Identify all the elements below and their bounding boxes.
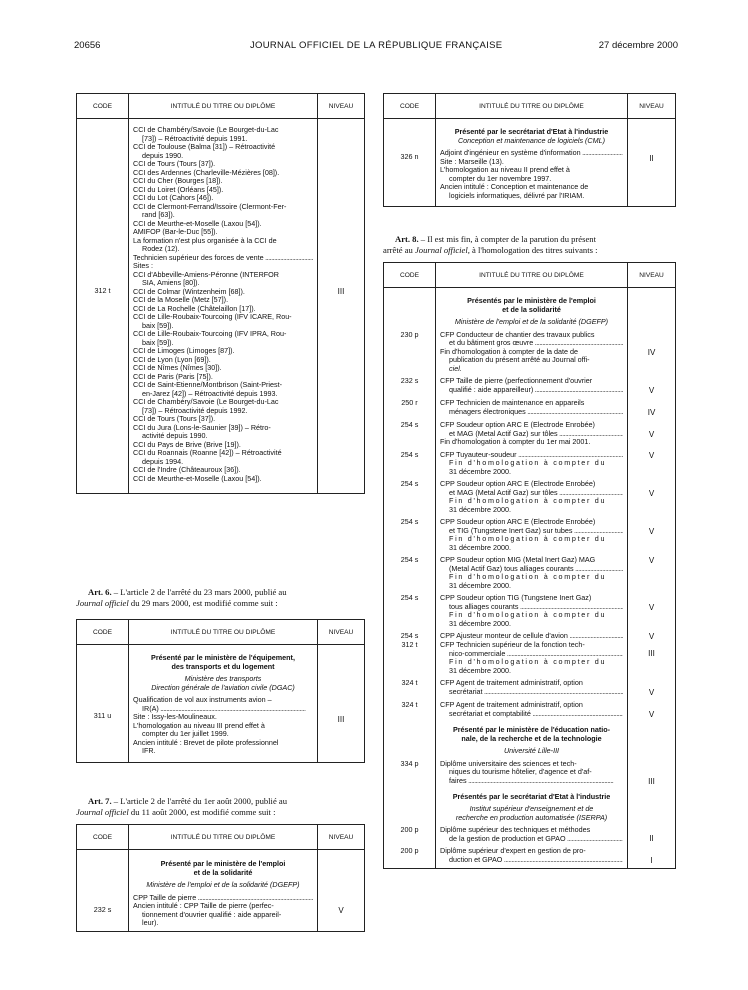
table-row: 254 s CPP Soudeur option ARC E (Electrode Enrobée) et MAG (Metal Actif Gaz) sur tôles ..... Fin d'homologation à compter du 31 décembre 2000. V — [384, 476, 676, 514]
header-niveau: NIVEAU — [318, 94, 365, 119]
table-row: 200 p Diplôme supérieur d'expert en gestion de pro- duction et GPAO ..... I — [384, 843, 676, 869]
header-intitule: INTITULÉ DU TITRE OU DIPLÔME — [129, 825, 318, 850]
row-code: 311 u — [77, 645, 129, 763]
header-code: CODE — [77, 94, 129, 119]
table-3 — [76, 824, 365, 932]
table-row: 254 s CPP Ajusteur monteur de cellule d'avion ..... V — [384, 628, 676, 641]
table-row: 254 s CPP Soudeur option ARC E (Electrode Enrobée) et TIG (Tungstene Inert Gaz) sur tubes ..... Fin d'homologation à compter du 31 décembre 2000. V — [384, 514, 676, 552]
row-intitule: Présenté par le secrétariat d'Etat à l'industrie Conception et maintenance de logiciels (CML) Adjoint d'ingénieur en système d'information ..... Site : Marseille (13). L'homologation au niveau II prend effet à compter du 1er novembre 1997. Ancien intitulé : Conception et maintenance de logiciels informatiques, délivré par l'IRIAM. — [436, 119, 628, 207]
article-8: Art. 8. – Il est mis fin, à compter de la parution du présent arrêté au Journal officiel, à l'homologation des titres suivants : — [383, 234, 598, 255]
publication-date: 27 décembre 2000 — [598, 40, 678, 51]
page-number: 20656 — [74, 40, 101, 51]
header-niveau: NIVEAU — [628, 94, 676, 119]
table-5 — [383, 262, 676, 869]
section-emploi-header: Présentés par le ministère de l'emploi et de la solidarité Ministère de l'emploi et de la solidarité (DGEFP) — [436, 288, 628, 331]
header-intitule: INTITULÉ DU TITRE OU DIPLÔME — [436, 94, 628, 119]
table-1 — [76, 93, 365, 494]
table-row: 254 s CFP Soudeur option ARC E (Electrode Enrobée) et MAG (Metal Actif Gaz) sur tôles ..... Fin d'homologation à compter du 1er mai 2001. V — [384, 417, 676, 447]
row-intitule: Présenté par le ministère de l'emploi et de la solidarité Ministère de l'emploi et de la solidarité (DGEFP) CPP Taille de pierre ..... Ancien intitulé : CPP Taille de pierre (perfec- tionnement d'ouvrier qualifié : aide appareil- leur). — [129, 850, 318, 932]
table-row: 232 s CFP Taille de pierre (perfectionnement d'ouvrier qualifié : aide appareilleur) ..... V — [384, 373, 676, 395]
article-6: Art. 6. – L'article 2 de l'arrêté du 23 mars 2000, publié au Journal officiel du 29 mars 2000, est modifié comme suit : — [76, 587, 287, 608]
table-row: 254 s CPP Soudeur option MIG (Metal Inert Gaz) MAG (Metal Actif Gaz) tous alliages courants ..... Fin d'homologation à compter du 31 décembre 2000. V — [384, 552, 676, 590]
table-row: 250 r CFP Technicien de maintenance en appareils ménagers électroniques ..... IV — [384, 395, 676, 417]
section-industrie-header: Présentés par le secrétariat d'Etat à l'industrie Institut supérieur d'enseignement et de recherche en production automatisée (ISERPA) — [436, 786, 628, 827]
header-code: CODE — [384, 263, 436, 288]
header-intitule: INTITULÉ DU TITRE OU DIPLÔME — [129, 94, 318, 119]
row-niveau: III — [318, 119, 365, 494]
article-7: Art. 7. – L'article 2 de l'arrêté du 1er août 2000, publié au Journal officiel du 11 août 2000, est modifié comme suit : — [76, 796, 288, 817]
page-header — [74, 40, 678, 54]
table-row: 254 s CFP Tuyauteur-soudeur ..... Fin d'homologation à compter du 31 décembre 2000. V — [384, 447, 676, 477]
table-row: 254 s CPP Soudeur option TIG (Tungstene Inert Gaz) tous alliages courants ..... Fin d'homologation à compter du 31 décembre 2000. V — [384, 590, 676, 628]
table-row: 324 t CFP Agent de traitement administratif, option secrétariat ..... V — [384, 675, 676, 697]
row-intitule: CCI de Chambéry/Savoie (Le Bourget-du-Lac [73]) – Rétroactivité depuis 1991. CCI de Toulouse (Balma [31]) – Rétroactivité depuis 1990. CCI de Tours (Tours [37]). CCI des Ardennes (Charleville-Mézières [08]). CCI du Cher (Bourges [18]). CCI du Loiret (Orléans [45]). CCI du Lot (Cahors [46]). CCI de Clermont-Ferrand/Issoire (Clermont-Fer- rand [63]). CCI de Meurthe-et-Moselle (Laxou [54]). AMIFOP (Bar-le-Duc [55]). La formation n'est plus organisée à la CCI de Rodez (12). Technicien supérieur des forces de vente ..... Sites : CCI d'Abbeville-Amiens-Péronne (INTERFOR SIA, Amiens [80]). CCI de Colmar (Wintzenheim [68]). CCI de la Moselle (Metz [57]). CCI de La Rochelle (Châtelaillon [17]). CCI de Lille-Roubaix-Tourcoing (IFV ICARE, Rou- baix [59]). CCI de Lille-Roubaix-Tourcoing (IFV IPRA, Rou- baix [59]). CCI de Limoges (Limoges [87]). CCI de Lyon (Lyon [69]). CCI de Nîmes (Nîmes [30]). CCI de Paris (Paris [75]). CCI de Saint-Etienne/Montbrison (Saint-Priest- en-Jarez [42]) – Rétroactivité depuis 1993. CCI de Chambéry/Savoie (Le Bourget-du-Lac [73]) – Rétroactivité depuis 1992. CCI de Tours (Tours [37]). CCI du Jura (Lons-le-Saunier [39]) – Rétro- activité depuis 1990. CCI du Pays de Brive (Brive [19]). CCI du Roannais (Roanne [42]) – Rétroactivité depuis 1994. CCI de l'Indre (Châteauroux [36]). CCI de Meurthe-et-Moselle (Laxou [54]). — [129, 119, 318, 494]
header-niveau: NIVEAU — [318, 825, 365, 850]
row-intitule: Présenté par le ministère de l'équipement, des transports et du logement Ministère des transports Direction générale de l'aviation civile (DGAC) Qualification de vol aux instruments avion – IR(A) ..... Site : Issy-les-Moulineaux. L'homologation au niveau III prend effet à compter du 1er juillet 1999. Ancien intitulé : Brevet de pilote professionnel IFR. — [129, 645, 318, 763]
row-code: 312 t — [77, 119, 129, 494]
table-4 — [383, 93, 676, 207]
header-intitule: INTITULÉ DU TITRE OU DIPLÔME — [129, 620, 318, 645]
journal-title: JOURNAL OFFICIEL DE LA RÉPUBLIQUE FRANÇAISE — [250, 40, 503, 51]
row-niveau: V — [318, 850, 365, 932]
table-2 — [76, 619, 365, 763]
header-niveau: NIVEAU — [318, 620, 365, 645]
row-code: 232 s — [77, 850, 129, 932]
header-niveau: NIVEAU — [628, 263, 676, 288]
row-niveau: II — [628, 119, 676, 207]
section-education-header: Présenté par le ministère de l'éducation natio- nale, de la recherche et de la technologie Université Lille-III — [436, 719, 628, 760]
table-row: 200 p Diplôme supérieur des techniques et méthodes de la gestion de production et GPAO ..... II — [384, 826, 676, 843]
row-code: 326 n — [384, 119, 436, 207]
header-code: CODE — [384, 94, 436, 119]
row-niveau: III — [318, 645, 365, 763]
header-code: CODE — [77, 620, 129, 645]
table-row: 312 t CFP Technicien supérieur de la fonction tech- nico-commerciale ..... Fin d'homologation à compter du 31 décembre 2000. III — [384, 641, 676, 675]
table-row: 324 t CFP Agent de traitement administratif, option secrétariat et comptabilité ..... V — [384, 697, 676, 719]
table-row: 334 p Diplôme universitaire des sciences et tech- niques du tourisme hôtelier, d'agence et d'af- faires ..... III — [384, 760, 676, 786]
header-intitule: INTITULÉ DU TITRE OU DIPLÔME — [436, 263, 628, 288]
header-code: CODE — [77, 825, 129, 850]
table-row: 230 p CFP Conducteur de chantier des travaux publics et du bâtiment gros œuvre ..... Fin d'homologation à compter de la date de publication du présent arrêté au Journal offi- ciel. IV — [384, 331, 676, 374]
